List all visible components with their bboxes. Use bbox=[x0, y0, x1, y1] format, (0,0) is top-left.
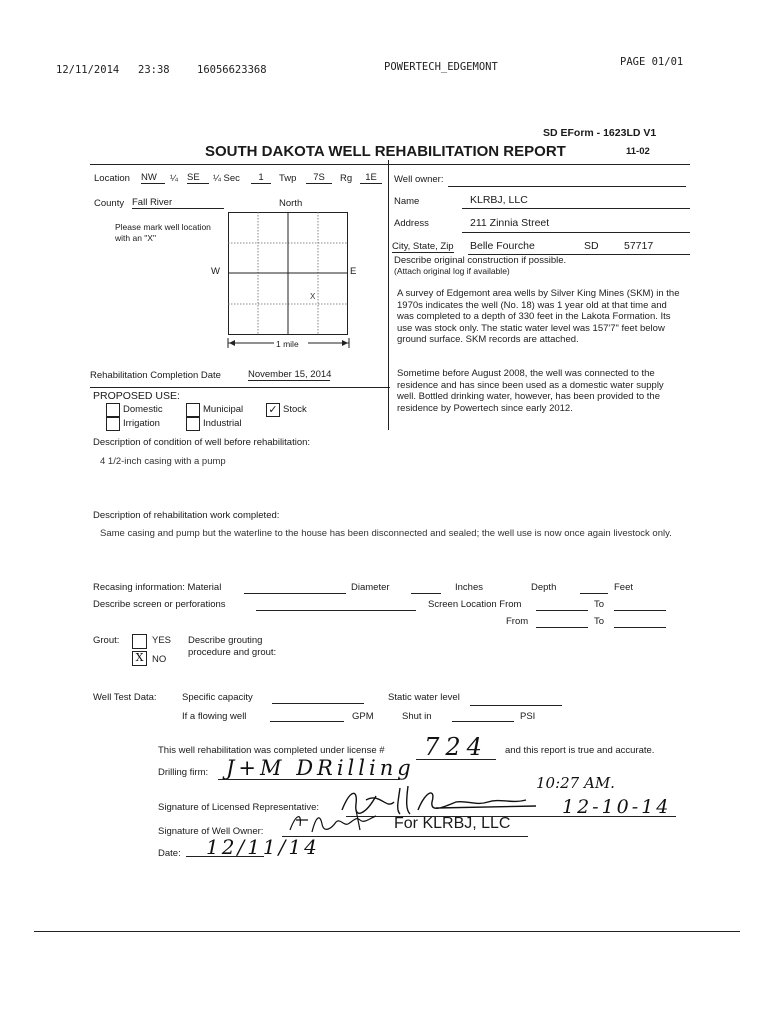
screen-line bbox=[256, 610, 416, 611]
owner-name-field: KLRBJ, LLC bbox=[470, 194, 528, 206]
owner-name-label: Name bbox=[394, 196, 420, 207]
municipal-label: Municipal bbox=[203, 404, 244, 415]
to-line-2 bbox=[614, 627, 666, 628]
specific-capacity-line bbox=[272, 703, 364, 704]
static-level-line bbox=[470, 705, 562, 706]
feet-label: Feet bbox=[614, 582, 634, 593]
static-level-label: Static water level bbox=[388, 692, 460, 703]
fax-sender: POWERTECH_EDGEMONT bbox=[384, 61, 498, 73]
municipal-checkbox[interactable] bbox=[186, 403, 200, 417]
proposed-use-label: PROPOSED USE: bbox=[93, 390, 180, 402]
page-title: SOUTH DAKOTA WELL REHABILITATION REPORT bbox=[205, 143, 566, 160]
drilling-firm-label: Drilling firm: bbox=[158, 767, 209, 778]
well-location-mark: X bbox=[310, 292, 316, 301]
depth-line bbox=[580, 593, 608, 594]
gpm-line bbox=[270, 721, 344, 722]
psi-line bbox=[452, 721, 514, 722]
date-label: Date: bbox=[158, 848, 181, 859]
rep-signature-date: 12-10-14 bbox=[562, 796, 672, 818]
construction-text: A survey of Edgemont area wells by Silver King Mines (SKM) in the 1970s indicates the well (No. 18) was 1 year old at that time and was completed to a depth of 330 feet in the Lakota Formation. Its use was stock only. The static water level was 157'7" feet below ground surface. SKM records are attached. bbox=[397, 288, 680, 345]
time-note: 10:27 AM. bbox=[536, 774, 615, 792]
location-label: Location bbox=[94, 173, 130, 184]
well-test-label: Well Test Data: bbox=[93, 692, 157, 703]
gpm-label: GPM bbox=[352, 711, 374, 722]
township-field: 7S bbox=[306, 172, 332, 184]
grout-describe-label-2: procedure and grout: bbox=[188, 647, 277, 658]
twp-label: Twp bbox=[279, 173, 297, 184]
column-divider bbox=[388, 160, 389, 430]
grout-no-checkbox[interactable]: X bbox=[132, 651, 147, 666]
to-label-1: To bbox=[594, 599, 605, 610]
quarter-sym1: ¼ bbox=[170, 173, 178, 184]
city-state-zip-label: City, State, Zip bbox=[392, 241, 454, 252]
industrial-checkbox[interactable] bbox=[186, 417, 200, 431]
rep-signature-label: Signature of Licensed Representative: bbox=[158, 802, 320, 813]
screen-location-label: Screen Location From bbox=[428, 599, 522, 610]
range-field: 1E bbox=[360, 172, 382, 184]
completion-date-label: Rehabilitation Completion Date bbox=[90, 370, 221, 381]
proposed-use-box bbox=[90, 387, 390, 388]
header-rule bbox=[90, 164, 690, 165]
specific-capacity-label: Specific capacity bbox=[182, 692, 253, 703]
flowing-label: If a flowing well bbox=[182, 711, 247, 722]
fax-time: 23:38 bbox=[138, 64, 170, 76]
inches-label: Inches bbox=[455, 582, 483, 593]
irrigation-checkbox[interactable] bbox=[106, 417, 120, 431]
county-label: County bbox=[94, 198, 125, 209]
grout-no-label: NO bbox=[152, 654, 167, 665]
address-label: Address bbox=[394, 218, 429, 229]
to-label-2: To bbox=[594, 616, 605, 627]
screen-to-line bbox=[614, 610, 666, 611]
address-field: 211 Zinnia Street bbox=[470, 217, 550, 229]
owner-for-text: For KLRBJ, LLC bbox=[394, 815, 511, 832]
fax-date: 12/11/2014 bbox=[56, 64, 120, 76]
form-id: SD EForm - 1623LD V1 bbox=[543, 127, 657, 139]
quarter2-field: SE bbox=[187, 172, 209, 184]
section-field: 1 bbox=[251, 172, 271, 184]
owner-line bbox=[448, 186, 686, 187]
construction-label: Describe original construction if possible. bbox=[394, 255, 567, 266]
quarter-sym2: ¼ Sec bbox=[213, 173, 240, 184]
condition-text: 4 1/2-inch casing with a pump bbox=[100, 456, 226, 467]
location-map-grid[interactable] bbox=[228, 212, 348, 335]
rg-label: Rg bbox=[340, 173, 353, 184]
diameter-label: Diameter bbox=[351, 582, 390, 593]
stock-label: Stock bbox=[283, 404, 307, 415]
recasing-label: Recasing information: Material bbox=[93, 582, 222, 593]
grout-describe-label: Describe grouting bbox=[188, 635, 263, 646]
scale-label: 1 mile bbox=[276, 339, 299, 349]
attach-note: (Attach original log if available) bbox=[394, 266, 510, 276]
from-label: From bbox=[506, 616, 529, 627]
grout-label: Grout: bbox=[93, 635, 120, 646]
industrial-label: Industrial bbox=[203, 418, 242, 429]
well-owner-label: Well owner: bbox=[394, 174, 444, 185]
work-label: Description of rehabilitation work completed: bbox=[93, 510, 280, 521]
date-field: 12/11/14 bbox=[206, 835, 320, 859]
bottom-rule bbox=[34, 931, 740, 932]
state-field: SD bbox=[584, 240, 599, 252]
screen-label: Describe screen or perforations bbox=[93, 599, 226, 610]
true-accurate-text: and this report is true and accurate. bbox=[505, 745, 655, 756]
material-line bbox=[244, 593, 346, 594]
diameter-line bbox=[411, 593, 441, 594]
psi-label: PSI bbox=[520, 711, 536, 722]
condition-label: Description of condition of well before rehabilitation: bbox=[93, 437, 311, 448]
name-line bbox=[462, 208, 690, 209]
drilling-firm-field: J+M DRilling bbox=[226, 756, 415, 780]
map-north-label: North bbox=[279, 198, 303, 209]
history-text: Sometime before August 2008, the well was connected to the residence and has since been used as a domestic water supply well. Bottled drinking water, however, has been provided to the residence by Powertech since early 2012. bbox=[397, 368, 664, 414]
map-instruction: Please mark well location with an "X" bbox=[115, 222, 211, 243]
date-line bbox=[186, 856, 264, 857]
map-west-label: W bbox=[211, 266, 220, 277]
fax-page: PAGE 01/01 bbox=[620, 56, 684, 68]
zip-field: 57717 bbox=[624, 240, 654, 252]
from-line-2 bbox=[536, 627, 588, 628]
county-field: Fall River bbox=[132, 197, 224, 209]
license-text: This well rehabilitation was completed under license # bbox=[158, 745, 385, 756]
quarter1-field: NW bbox=[141, 172, 165, 184]
domestic-checkbox[interactable] bbox=[106, 403, 120, 417]
form-version: 11-02 bbox=[626, 146, 650, 157]
grout-yes-label: YES bbox=[152, 635, 172, 646]
fax-phone: 16056623368 bbox=[197, 64, 267, 76]
owner-signature-label: Signature of Well Owner: bbox=[158, 826, 264, 837]
address-line bbox=[462, 232, 690, 233]
map-east-label: E bbox=[350, 266, 357, 277]
domestic-label: Domestic bbox=[123, 404, 163, 415]
depth-label: Depth bbox=[531, 582, 557, 593]
city-field: Belle Fourche bbox=[470, 240, 535, 252]
irrigation-label: Irrigation bbox=[123, 418, 160, 429]
stock-checkbox[interactable]: ✓ bbox=[266, 403, 280, 417]
license-number: 724 bbox=[416, 735, 496, 760]
shut-in-label: Shut in bbox=[402, 711, 432, 722]
grout-yes-checkbox[interactable] bbox=[132, 634, 147, 649]
screen-from-line bbox=[536, 610, 588, 611]
completion-date-field: November 15, 2014 bbox=[248, 369, 332, 380]
work-text: Same casing and pump but the waterline to the house has been disconnected and sealed; the well use is now once again livestock only. bbox=[100, 528, 672, 539]
